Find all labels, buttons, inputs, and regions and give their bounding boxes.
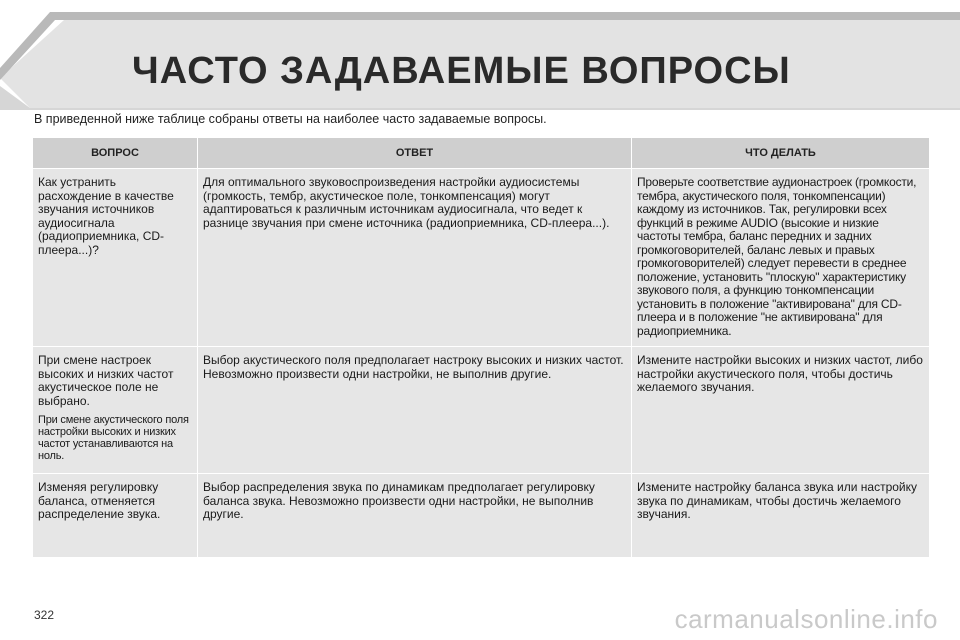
question-cell: Изменяя регулировку баланса, отменяется распределение звука. [33,474,198,558]
table-row [33,474,930,558]
question-text: При смене настроек высоких и низких частот акустическое поле не выбрано. [38,353,174,408]
faq-table [32,137,930,558]
page-title: ЧАСТО ЗАДАВАЕМЫЕ ВОПРОСЫ [132,50,791,92]
action-cell: Проверьте соответствие аудионастроек (громкости, тембра, акустического поля, тонкомпенсации) каждому из источников. Так, регулировки всех функций в режиме AUDIO (высокие и низкие частоты тембра, баланс передних и задних громкоговорителей, баланс левых и правых громкоговорителей) следует перевести в среднее положение, установить "плоскую" характеристику звукового поля, а функцию тонкомпенсации установить в положение "активирована" для CD-плеера и в положение "не активирована" для радиоприемника. [632,169,930,347]
column-header-question: ВОПРОС [33,138,198,169]
column-header-action: ЧТО ДЕЛАТЬ [632,138,930,169]
question-cell: Как устранить расхождение в качестве звучания источников аудиосигнала (радиоприемника, CD-плеера...)? [33,169,198,347]
watermark: carmanualsonline.info [674,604,938,634]
page-number: 322 [34,608,55,622]
answer-cell: Выбор распределения звука по динамикам предполагает регулировку баланса звука. Невозможно произвести одни настройки, не выполнив другие. [198,474,632,558]
answer-cell: Для оптимального звуковоспроизведения настройки аудиосистемы (громкость, тембр, акустическое поле, тонкомпенсация) могут адаптироваться к различным источникам аудиосигнала, что ведет к разнице звучания при смене источника (радиоприемника, CD-плеера...). [198,169,632,347]
question-note: При смене акустического поля настройки высоких и низких частот устанавливаются на ноль. [38,414,189,462]
question-cell [33,347,198,474]
intro-text: В приведенной ниже таблице собраны ответы на наиболее часто задаваемые вопросы. [34,112,547,126]
table-row [33,347,930,474]
action-cell: Измените настройки высоких и низких частот, либо настройки акустического поля, чтобы достичь желаемого звучания. [632,347,930,474]
answer-cell: Выбор акустического поля предполагает настроку высоких и низких частот. Невозможно произвести одни настройки, не выполнив другие. [198,347,632,474]
action-cell: Измените настройку баланса звука или настройку звука по динамикам, чтобы достичь желаемого звучания. [632,474,930,558]
column-header-answer: ОТВЕТ [198,138,632,169]
table-row [33,169,930,347]
table-header-row [33,138,930,169]
